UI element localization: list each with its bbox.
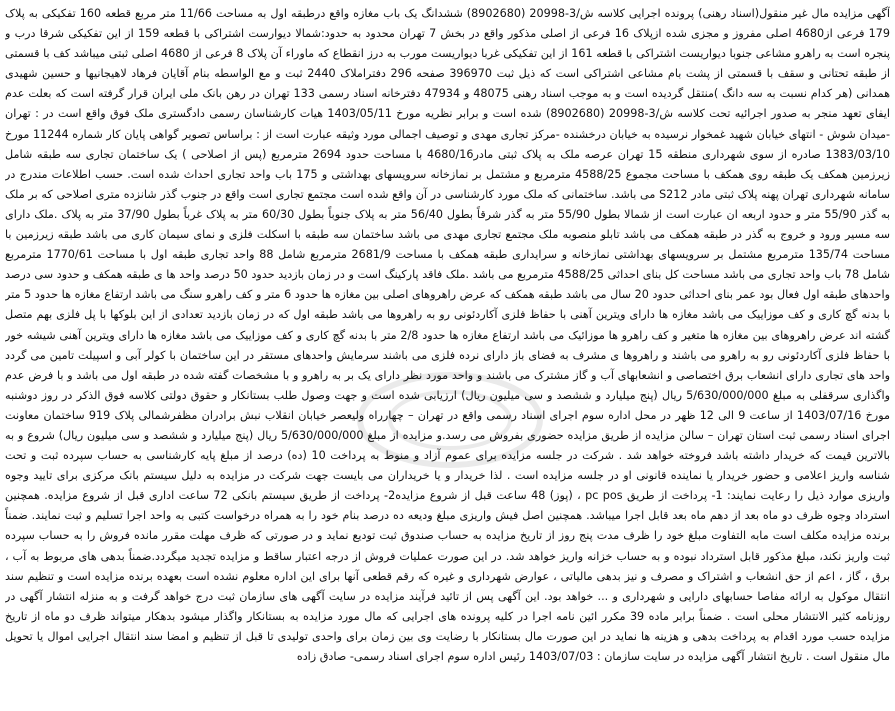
auction-notice-text: [5, 4, 890, 707]
notice-body: آگهی مزایده مال غیر منقول(اسناد رهنی) پرونده اجرایی کلاسه ش/3-20998 (8902680) ششدانگ یک باب مغازه واقع درطبقه اول به مساحت 11/66 متر مربع قطعه 160 تفکیکی به پلاک 179 فرعی از4680 اصلی مفروز و مجزی شده ازپلاک 16 فرعی از اصلی مذکور واقع در بخش 7 تهران محدود به حدود:شمالا دیوارست اشتراکی با قطعه 159 از این تفکیکی شرقا درب و پنجره است به راهرو مشاعی جنوبا دیواریست اشتراکی با قطعه 161 از این تفکیکی غربا دیواریست مورب به درز انقطاع که ماوراء آن پلاک 8 فرعی از 4680 اصلی ثبتی میباشد کف با قسمتی از طبقه تحتانی و سقف با قسمتی از پشت بام مشاعی اشتراکی است که ذیل ثبت 396970 صفحه 296 دفتراملاک 2440 ثبت و مع الواسطه بنام آقایان فرهاد لاهیجانیها و حسین شهیدی همدانی (هر کدام نسبت به سه دانگ )منتقل گردیده است و به موجب اسناد رهنی 48075 و 47934 دفترخانه اسناد رسمی 133 تهران در رهن بانک ملی ایران قرار گرفته است که بعلت عدم ایفای تعهد منجر به صدور اجرائیه تحت کلاسه ش/3-20998 (8902680) شده است و برابر نظریه مورخ 1403/05/11 هیات کارشناسان رسمی دادگستری ملک فوق واقع است در : تهران -میدان شوش - انتهای خیابان شهید غمخوار نرسیده به خیابان درخشنده -مرکز تجاری مهدی و توصیف اجمالی مورد وثیقه عبارت است از : براساس تصویر گواهی پایان کار شماره 11244 مورخ 1383/03/10 صادره از سوی شهرداری منطقه 15 تهران عرصه ملک به پلاک ثبتی مادر4680/16 با مساحت حدود 2694 مترمربع (پس از اصلاحی ) یک ساختمان تجاری سه طبقه شامل زیرزمین همکف یک طبقه روی همکف با مساحت مجموع 4588/25 مترمربع و مشتمل بر نمازخانه سرویسهای بهداشتی و 175 باب واحد تجاری احداث شده است. حسب اطلاعات مندرج در سامانه شهرداری تهران پهنه پلاک ثبتی مادر S212 می باشد. ساختمانی که ملک مورد کارشناسی در آن واقع شده است مجتمع تجاری است واقع در جنوب گذر شانزده متری اصلاحی که بر ملک به گذر 55/90 متر و حدود اربعه ان عبارت است از شمالا بطول 55/90 متر به گذر شرقاً بطول 56/40 متر به پلاک جنوباً بطول 60/30 متر به پلاک غرباً بطول 37/90 متر به پلاک .ملک دارای سه مسیر ورود و خروج به گذر در طبقه همکف می باشد تابلو منصوبه ملک مجتمع تجاری مهدی می باشد ساختمان سه طبقه با اسکلت فلزی و نمای سیمان کاری می باشد طبقه زیرزمین با مساحت 135/74 مترمربع مشتمل بر سرویسهای بهداشتی نمازخانه و سرایداری طبقه همکف با مساحت 2681/9 مترمربع شامل 88 واحد تجاری طبقه اول با مساحت 1770/61 مترمربع شامل 78 باب واحد تجاری می باشد مساحت کل بنای احداثی 4588/25 مترمربع می باشد .ملک فاقد پارکینگ است و در زمان بازدید حدود 50 درصد واحد ها ی طبقه همکف و حدود سی درصد واحدهای طبقه اول فعال بود عمر بنای احداثی حدود 20 سال می باشد طبقه همکف که عرض راهروهای اصلی بین مغازه ها حدود 6 متر و کف راهرو سنگ می باشد ارتفاع مغازه ها حدود 5 متر با بدنه گچ کاری و کف موزاییک می باشد مغازه ها دارای ویترین آهنی با حفاظ فلزی آکاردئونی رو به راهروها می باشد طبقه اول که در زمان بازدید تعدادی از این بلوکها با پل فلزی بهم متصل گشته اند عرض راهروهای بین مغازه ها متغیر و کف راهرو ها موزائیک می باشد ارتفاع مغازه ها حدود 2/8 متر با بدنه گچ کاری و کف موزاییک می باشد مغازه ها دارای ویترین آهنی شیشه خور با حفاظ فلزی آکاردئونی رو به راهرو می باشند و راهروها ی مشرف به فضای باز دارای نرده فلزی می باشند سرمایش واحدهای مستقر در این ساختمان با کولر آبی و اسپیلت تامین می گردد واحد های تجاری دارای انشعاب برق اختصاصی و انشعابهای آب و گاز مشترک می باشند و واحد مورد نظر دارای یک بر به راهرو و با مشخصات گفته شده در طبقه اول می باشد و با فرض عدم واگذاری سرقفلی به مبلغ 5/630/000/000 ریال (پنج میلیارد و ششصد و سی میلیون ریال) ارزیابی شده است و جهت وصول طلب بستانکار و حقوق دولتی کلاسه فوق الذکر در روز دوشنبه مورخ 1403/07/16 از ساعت 9 الی 12 ظهر در محل اداره سوم اجرای اسناد رسمی واقع در تهران – چهارراه ولیعصر خیابان انقلاب نبش برادران مظفرشمالی پلاک 919 ساختمان معاونت اجرای اسناد رسمی ثبت استان تهران – سالن مزایده از طریق مزایده حضوری بفروش می رسد.و مزایده از مبلغ 5/630/000/000 ریال (پنج میلیارد و ششصد و سی میلیون ریال) شروع و به بالاترین قیمت که خریدار داشته باشد فروخته خواهد شد . شرکت در جلسه مزایده برای عموم آزاد و منوط به پرداخت 10 (ده) درصد از مبلغ پایه کارشناسی به حساب سپرده ثبت و تحت شناسه واریز اعلامی و حضور خریدار یا نماینده قانونی او در جلسه مزایده است . لذا خریدار و یا خریداران می بایست جهت شرکت در مزایده به دلیل سیستم بانک مرکزی برای تایید وجوه واریزی موارد ذیل را رعایت نمایند: 1- پرداخت از طریق pc pos ، (پوز) 48 ساعت قبل از شروع مزایده2- پرداخت از طریق سیستم بانکی 72 ساعت اداری قبل از شروع مزایده. همچنین استرداد وجوه ظرف دو ماه بعد از دهم ماه بعد قابل اجرا میباشد. همچنین اصل فیش واریزی مبلغ ودیعه ده درصد بنام خود را به همراه درخواست کتبی به واحد اجرا تسلیم و ثبت نمایند. ضمناً برنده مزایده مکلف است مابه التفاوت مبلغ خود را ظرف مدت پنج روز از تاریخ مزایده به حساب صندوق ثبت تودیع نماید و در صورتی که ظرف مهلت مقرر مانده فروش را به حساب سپرده ثبت واریز نکند، مبلغ مذکور قابل استرداد نبوده و به حساب خزانه واریز خواهد شد. در این صورت عملیات فروش از درجه اعتبار ساقط و مزایده تجدید میگردد.ضمناً بدهی های مربوط به آب ، برق ، گاز ، اعم از حق انشعاب و اشتراک و مصرف و نیز بدهی مالیاتی ، عوارض شهرداری و غیره که رقم قطعی آنها برای این اداره معلوم نشده است بعهده برنده مزایده است و تنظیم سند انتقال موکول به ارائه مفاصا حسابهای دارایی و شهرداری و ... خواهد بود. این آگهی پس از تائید فرآیند مزایده در سایت آگهی های سازمان ثبت درج خواهد گرفت و به منزله انتشار آگهی در روزنامه کثیر الانتشار محلی است . ضمناً برابر ماده 39 مکرر ائین نامه اجرا در کلیه پرونده های اجرایی که مال مورد مزایده به بستانکار واگذار میشود بدهکار میتواند ظرف دو ماه از تاریخ مزایده حسب مورد اقدام به پرداخت بدهی و هزینه ها نماید در این صورت مال بستانکار با رضایت وی بین زمان برای واحدی تولیدی تا قبل از تنظیم و امضا سند انتقال اجرایی اموال یا تحویل مال منقول است . تاریخ انتشار آگهی مزایده در سایت سازمان : 1403/07/03 رئیس اداره سوم اجرای اسناد رسمی- صادق زاده: [5, 7, 890, 663]
